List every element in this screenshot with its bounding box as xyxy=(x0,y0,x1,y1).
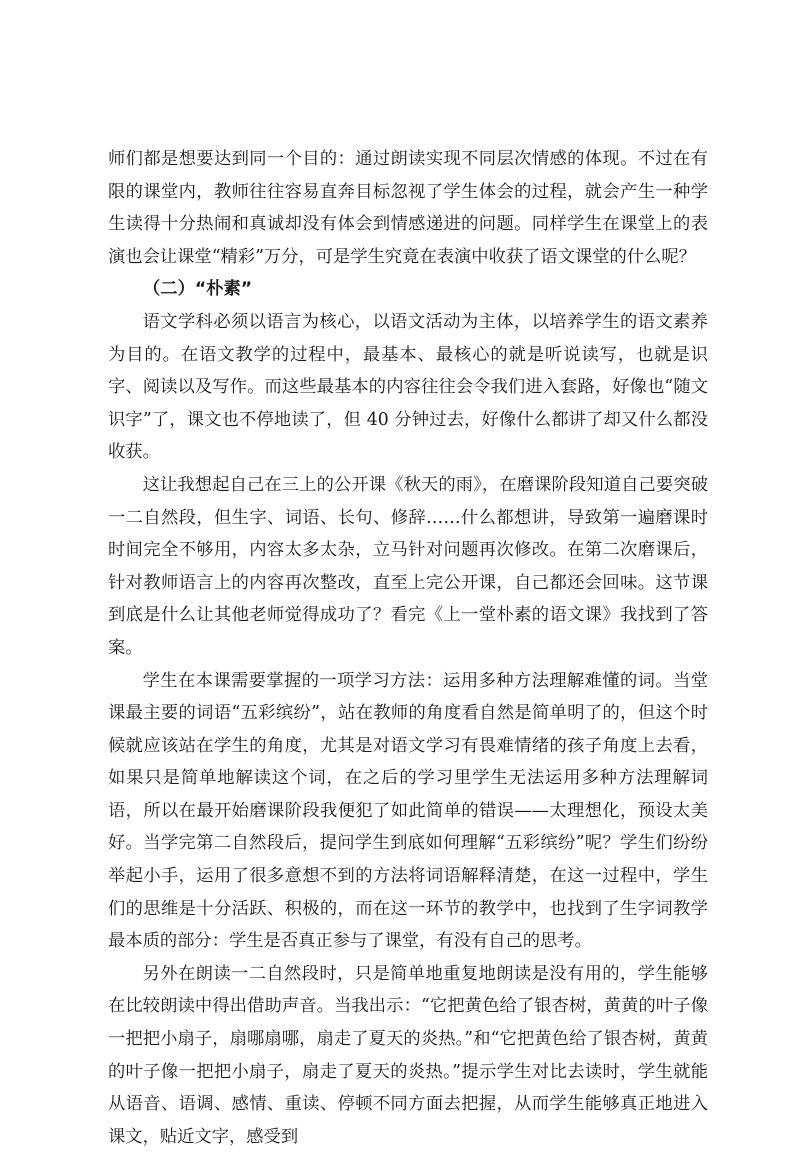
paragraph-2: 这让我想起自己在三上的公开课《秋天的雨》，在磨课阶段知道自己要突破一二自然段，但生字、词语、长句、修辞……什么都想讲，导致第一遍磨课时时间完全不够用，内容太多太杂，立马针对问题再次修改。在第二次磨课后，针对教师语言上的内容再次整改，直至上完公开课，自己都还会回味。这节课到底是什么让其他老师觉得成功了？看完《上一堂朴素的语文课》我找到了答案。 xyxy=(108,474,708,658)
paragraph-3: 学生在本课需要掌握的一项学习方法：运用多种方法理解难懂的词。当堂课最主要的词语“五彩缤纷”，站在教师的角度看自然是简单明了的，但这个时候就应该站在学生的角度，尤其是对语文学习有畏难情绪的孩子角度上去看，如果只是简单地解读这个词，在之后的学习里学生无法运用多种方法理解词语，所以在最开始磨课阶段我便犯了如此简单的错误——太理想化，预设太美好。当学完第二自然段后，提问学生到底如何理解“五彩缤纷”呢？学生们纷纷举起小手，运用了很多意想不到的方法将词语解释清楚，在这一过程中，学生们的思维是十分活跃、积极的，而在这一环节的教学中，也找到了生字词教学最本质的部分：学生是否真正参与了课堂，有没有自己的思考。 xyxy=(108,670,708,952)
paragraph-1: 语文学科必须以语言为核心，以语文活动为主体，以培养学生的语文素养为目的。在语文教学的过程中，最基本、最核心的就是听说读写，也就是识字、阅读以及写作。而这些最基本的内容往往会令我们进入套路，好像也“随文识字”了，课文也不停地读了，但 40 分钟过去，好像什么都讲了却又什么都没收获。 xyxy=(108,311,708,463)
continued-paragraph: 师们都是想要达到同一个目的：通过朗读实现不同层次情感的体现。不过在有限的课堂内，教师往往容易直奔目标忽视了学生体会的过程，就会产生一种学生读得十分热闹和真诚却没有体会到情感递进的问题。同样学生在课堂上的表演也会让课堂“精彩”万分，可是学生究竟在表演中收获了语文课堂的什么呢？ xyxy=(108,149,708,267)
section-heading: （二）“朴素” xyxy=(143,279,253,300)
document-page xyxy=(108,143,708,1153)
paragraph-4: 另外在朗读一二自然段时，只是简单地重复地朗读是没有用的，学生能够在比较朗读中得出借助声音。当我出示：“它把黄色给了银杏树，黄黄的叶子像一把把小扇子，扇哪扇哪，扇走了夏天的炎热。”和“它把黄色给了银杏树，黄黄的叶子像一把把小扇子，扇走了夏天的炎热。”提示学生对比去读时，学生就能从语音、语调、感情、重读、停顿不同方面去把握，从而学生能够真正地进入课文，贴近文字，感受到 xyxy=(108,963,708,1147)
